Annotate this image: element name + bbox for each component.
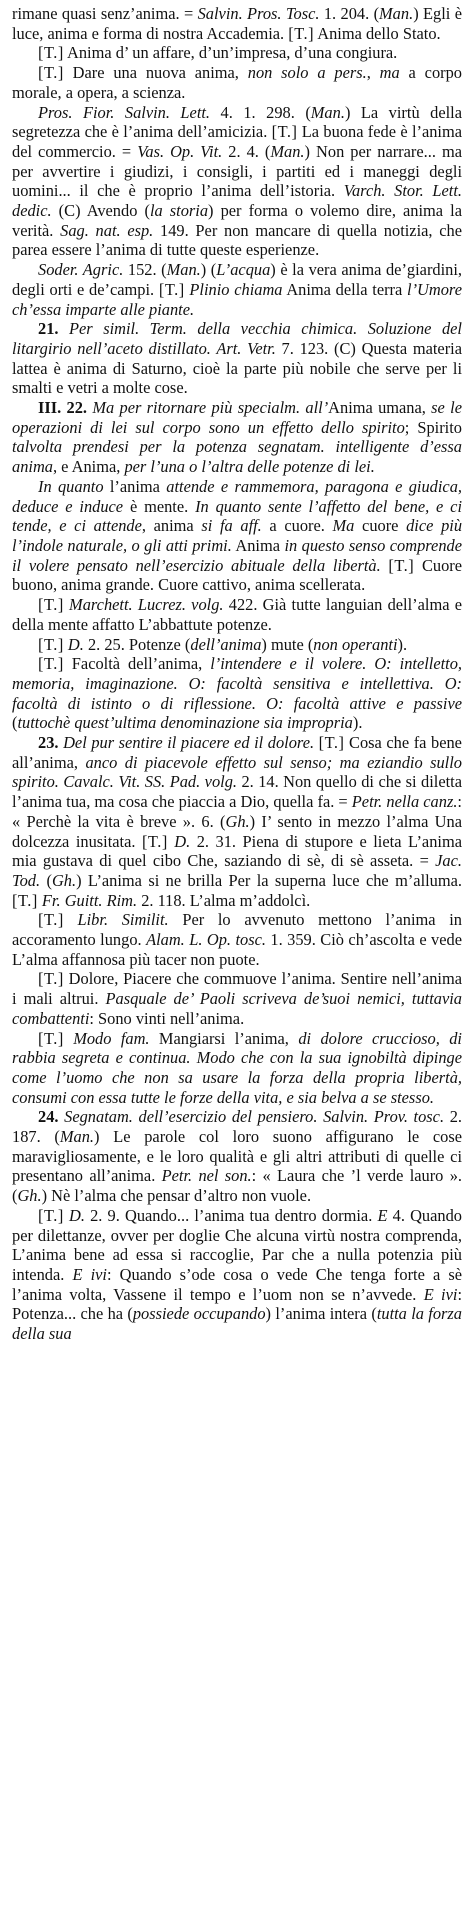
text-run: 2. 187. ( [12, 1107, 462, 1147]
italic-text: Man. [379, 4, 414, 23]
paragraph [12, 635, 462, 655]
italic-text: Ma per ritornare più specialm. [92, 398, 301, 418]
sense-number: 24. [38, 1107, 59, 1127]
text-run: : « Laura che ’l verde lauro ». ( [12, 1166, 462, 1206]
italic-text: ma [379, 63, 400, 83]
text-run: Anima della terra [282, 279, 408, 299]
text-run [64, 1029, 73, 1048]
italic-text: Jac. Tod. [12, 851, 462, 890]
sense-number: III. 22. [38, 398, 88, 418]
text-run: 1. 359. Ciò ch’ascolta e vede L’alma affannosa più tacer non puote. [12, 930, 462, 969]
italic-text: dell’anima [190, 634, 262, 654]
text-run: ) Non per narrare... ma per avvertire i giudizi, i consigli, i partiti ed i maneggi degli uomini... il che è proprio l’anima dell’istoria. [12, 141, 462, 201]
text-run: ) Egli è luce, anima e forma di nostra Accademia. [12, 4, 462, 43]
text-run: Mangiarsi l’anima, [149, 1028, 299, 1048]
italic-text: D. [67, 634, 84, 654]
tommaseo-marker: [T.] [38, 969, 64, 989]
paragraph [12, 260, 462, 319]
italic-text: Del pur sentire il piacere ed il dolore. [63, 733, 315, 753]
text-run: , e Anima, [52, 457, 125, 477]
paragraph [12, 910, 462, 969]
tommaseo-marker: [T.] [38, 910, 64, 930]
text-run: ) Nè l’alma che pensar d’altro non vuole. [41, 1186, 312, 1206]
text-run: ) l’anima intera ( [265, 1304, 377, 1324]
text-run: : Potenza... che ha ( [12, 1284, 462, 1324]
italic-text: attende e rammemora, paragona e giudica, deduce e induce [12, 476, 462, 516]
text-run: ) La virtù della segretezza che è l’anima dell’amicizia. [12, 102, 462, 142]
italic-text: Marchett. Lucrez. volg. [69, 595, 224, 615]
italic-text: E ivi [423, 1284, 458, 1304]
italic-text: Man. [59, 1127, 95, 1147]
sense-number: 23. [38, 733, 59, 753]
italic-text: Man. [310, 102, 345, 122]
tommaseo-marker: [T.] [288, 23, 315, 43]
italic-text: Pasquale de’ Paoli scriveva de’suoi nemici, tuttavia combattenti [12, 989, 462, 1028]
italic-text: non solo a pers. [247, 63, 367, 83]
italic-text: Vas. Op. Vit. [137, 141, 223, 161]
paragraph [12, 1029, 462, 1108]
text-run: ). [352, 713, 363, 733]
paragraph [12, 63, 462, 102]
tommaseo-marker: [T.] [388, 555, 415, 575]
paragraph [12, 319, 462, 398]
italic-text: Ma [332, 516, 355, 536]
italic-text: E ivi [72, 1265, 107, 1284]
text-run: rimane quasi senz’anima. = [12, 4, 198, 23]
italic-text: Varch. Stor. Lett. dedic. [12, 181, 462, 221]
italic-text: Sag. nat. esp. [60, 220, 154, 240]
paragraph [12, 654, 462, 733]
italic-text: anco di piacevole effetto sul senso; ma eziandio sullo spirito. Cavalc. Vit. SS. Pad. volg. [12, 752, 462, 792]
tommaseo-marker: [T.] [38, 595, 64, 615]
italic-text: Gh. [17, 1186, 42, 1206]
text-run: Anima [231, 535, 285, 555]
italic-text: D. [174, 831, 191, 851]
paragraph [12, 43, 462, 63]
italic-text: dice più l’indole naturale, o gli atti primi. [12, 516, 463, 555]
text-run: Cuore buono, anima grande. Cuore cattivo, anima scellerata. [12, 555, 463, 595]
text-run: ( [40, 870, 52, 890]
italic-text: Gh. [51, 870, 77, 890]
text-run: ; Spirito [404, 417, 462, 437]
text-run: ) I’ sento in mezzo l’alma Una dolcezza inusitata. [12, 811, 462, 851]
italic-text: Man. [270, 141, 305, 161]
italic-text: tutta la forza della sua [12, 1304, 462, 1344]
text-run: 2. 4. ( [222, 141, 271, 161]
italic-text: l’intendere e il volere. O: intelletto, memoria, imaginazione. O: facoltà sensitiva e intellettiva. O: facoltà di istinto o di riflessione. O: facoltà attive e passive [12, 654, 462, 713]
text-run: ( [12, 713, 18, 733]
text-run: 2. 25. Potenze ( [83, 634, 191, 654]
text-run [59, 319, 70, 338]
text-run: ) ( [200, 260, 217, 280]
tommaseo-marker: [T.] [38, 634, 64, 654]
italic-text: Salvin. Pros. Tosc. [197, 4, 320, 23]
text-run: 1. 204. ( [319, 4, 380, 23]
text-run: 2. 31. Piena di stupore e lieta L’anima mia gustava di quel cibo Che, saziando di sè, di sè asseta. = [12, 831, 462, 871]
tommaseo-marker: [T.] [38, 654, 64, 674]
italic-text: In quanto sente l’affetto del bene, e ci tende, e ci attende [12, 496, 463, 536]
sense-number: 21. [38, 319, 59, 339]
text-run: 2. 14. Non quello di che si diletta l’anima tua, ma cosa che piaccia a Dio, quella fa. = [12, 772, 462, 812]
tommaseo-marker: [T.] [38, 63, 64, 83]
italic-text: D. [68, 1205, 85, 1225]
text-run: ) L’anima si ne brilla Per la superna luce che m’alluma. [76, 870, 462, 890]
text-run: cuore [354, 516, 407, 536]
text-run: (C) Avendo ( [51, 201, 150, 221]
italic-text: Gh. [225, 811, 250, 831]
italic-text: In quanto [38, 476, 104, 496]
italic-text: Per simil. Term. della vecchia chimica. Soluzione del litargirio nell’aceto distillato. Art. Vetr. [12, 319, 462, 358]
italic-text: Pros. Fior. Salvin. Lett. [38, 102, 211, 122]
paragraph [12, 4, 462, 43]
italic-text: Modo fam. [73, 1028, 150, 1048]
italic-text: non operanti [313, 634, 398, 654]
text-run: : « Perchè la vita è breve ». 6. ( [12, 792, 462, 831]
text-run: Anima dello Stato. [314, 23, 441, 43]
italic-text: all’ [305, 398, 329, 418]
tommaseo-marker: [T.] [271, 122, 298, 142]
paragraph [12, 1206, 462, 1344]
italic-text: di dolore cruccioso, di rabbia segreta e continua. Modo che con la sua ignobiltà dipinge come l’uomo che non sa usare la forza della propria libertà, consumi con essa tutte le forze della vita, e sia belva a se stesso. [12, 1028, 462, 1107]
italic-text: l’Umore ch’essa imparte alle piante. [12, 279, 462, 319]
text-run: La buona fede è l’anima del commercio. = [12, 122, 463, 161]
tommaseo-marker: [T.] [318, 733, 345, 753]
paragraph [12, 1107, 462, 1206]
text-run: ) Le parole col loro suono affigurano le cose maravigliosamente, e le loro qualità e gli altri attributi di quelle ci presentano all’anima. [12, 1127, 462, 1186]
text-run: : Quando s’ode cosa o vede Che tenga forte a sè l’anima volta, Vassene il tempo e l’uom non se n’avvede. [12, 1265, 462, 1304]
tommaseo-marker: [T.] [12, 890, 38, 910]
text-run: Facoltà dell’anima, [63, 654, 211, 674]
italic-text: Libr. Similit. [77, 910, 169, 930]
text-run: Anima umana, [328, 398, 432, 418]
text-run: 422. Già tutte languian dell’alma e della mente affatto L’abbattute potenze. [12, 595, 462, 634]
text-run: 4. 1. 298. ( [210, 102, 311, 122]
paragraph [12, 969, 462, 1028]
italic-text: Soder. Agric. [38, 260, 124, 280]
tommaseo-marker: [T.] [38, 1205, 64, 1225]
text-run: : Sono vinti nell’anima. [89, 1008, 245, 1028]
italic-text: per l’una o l’altra delle potenze di lei. [124, 457, 375, 477]
italic-text: tuttochè quest’ultima denominazione sia impropria [17, 713, 353, 733]
text-run: Cosa che fa bene all’anima, [12, 733, 462, 772]
text-run: 4. Quando per dilettanze, ovver per doglie Che alcuna virtù nostra comprenda, L’anima bene ad essa si raccoglie, Par che a nulla potenzia più intenda. [12, 1205, 462, 1284]
italic-text: talvolta prendesi per la potenza segnatam. intelligente d’essa anima [12, 437, 462, 477]
text-run: , anima [141, 516, 202, 536]
tommaseo-marker: [T.] [38, 43, 64, 63]
italic-text: Alam. L. Op. tosc. [146, 930, 266, 950]
paragraph [12, 103, 462, 261]
text-run: , [366, 63, 380, 83]
text-run [64, 910, 78, 929]
text-run: ) è la vera anima de’giardini, degli orti e de’campi. [12, 260, 462, 299]
italic-text: Plinio chiama [189, 279, 283, 299]
italic-text: in questo senso comprende il volere pensato nell’esercizio abituale della libertà. [12, 535, 462, 575]
tommaseo-marker: [T.] [158, 279, 185, 299]
italic-text: Petr. nel son. [161, 1166, 252, 1186]
italic-text: E [377, 1205, 388, 1225]
italic-text: Fr. Guitt. Rim. [41, 890, 138, 910]
text-run: Per lo avvenuto mettono l’anima in accoramento lungo. [12, 910, 462, 950]
text-run: a cuore. [261, 516, 333, 536]
italic-text: possiede occupando [132, 1304, 266, 1324]
italic-text: la storia [149, 201, 209, 221]
paragraph [12, 595, 462, 634]
italic-text: Segnatam. dell’esercizio del pensiero. Salvin. Prov. tosc. [64, 1107, 445, 1127]
text-run: ) mute ( [261, 634, 314, 654]
italic-text: se le operazioni di lei sul corpo sono un effetto dello spirito [12, 398, 462, 437]
text-run: Anima d’ un affare, d’un’impresa, d’una congiura. [63, 43, 398, 63]
italic-text: si fa aff. [201, 516, 262, 536]
text-run: 2. 118. L’alma m’addolcì. [137, 890, 311, 910]
text-run: è mente. [123, 496, 196, 516]
paragraph [12, 398, 462, 477]
paragraph [12, 733, 462, 910]
tommaseo-marker: [T.] [141, 831, 168, 851]
text-run: 7. 123. (C) Questa materia lattea è anima di Saturno, cioè la parte più nobile che serve per li smalti e vetri a molte cose. [12, 338, 462, 398]
italic-text: L’acqua [216, 260, 271, 280]
paragraph [12, 477, 462, 595]
text-run: Dolore, Piacere che commuove l’anima. Sentire nell’anima i mali altrui. [12, 969, 462, 1009]
tommaseo-marker: [T.] [38, 1028, 64, 1048]
italic-text: Petr. nella canz. [351, 792, 458, 812]
text-run: 2. 9. Quando... l’anima tua dentro dormia. [84, 1205, 378, 1225]
text-run: 149. Per non mancare di quella notizia, che parea essere l’anima di tutte queste esperienze. [12, 220, 462, 260]
text-run: a corpo morale, a opera, a scienza. [12, 63, 462, 102]
text-run: ) per forma o volemo dire, anima la verità. [12, 201, 462, 240]
text-run: l’anima [103, 476, 167, 496]
text-run: ). [397, 634, 408, 654]
text-run: Dare una nuova anima, [63, 63, 248, 83]
text-run: 152. ( [123, 260, 167, 280]
italic-text: Man. [166, 260, 201, 280]
